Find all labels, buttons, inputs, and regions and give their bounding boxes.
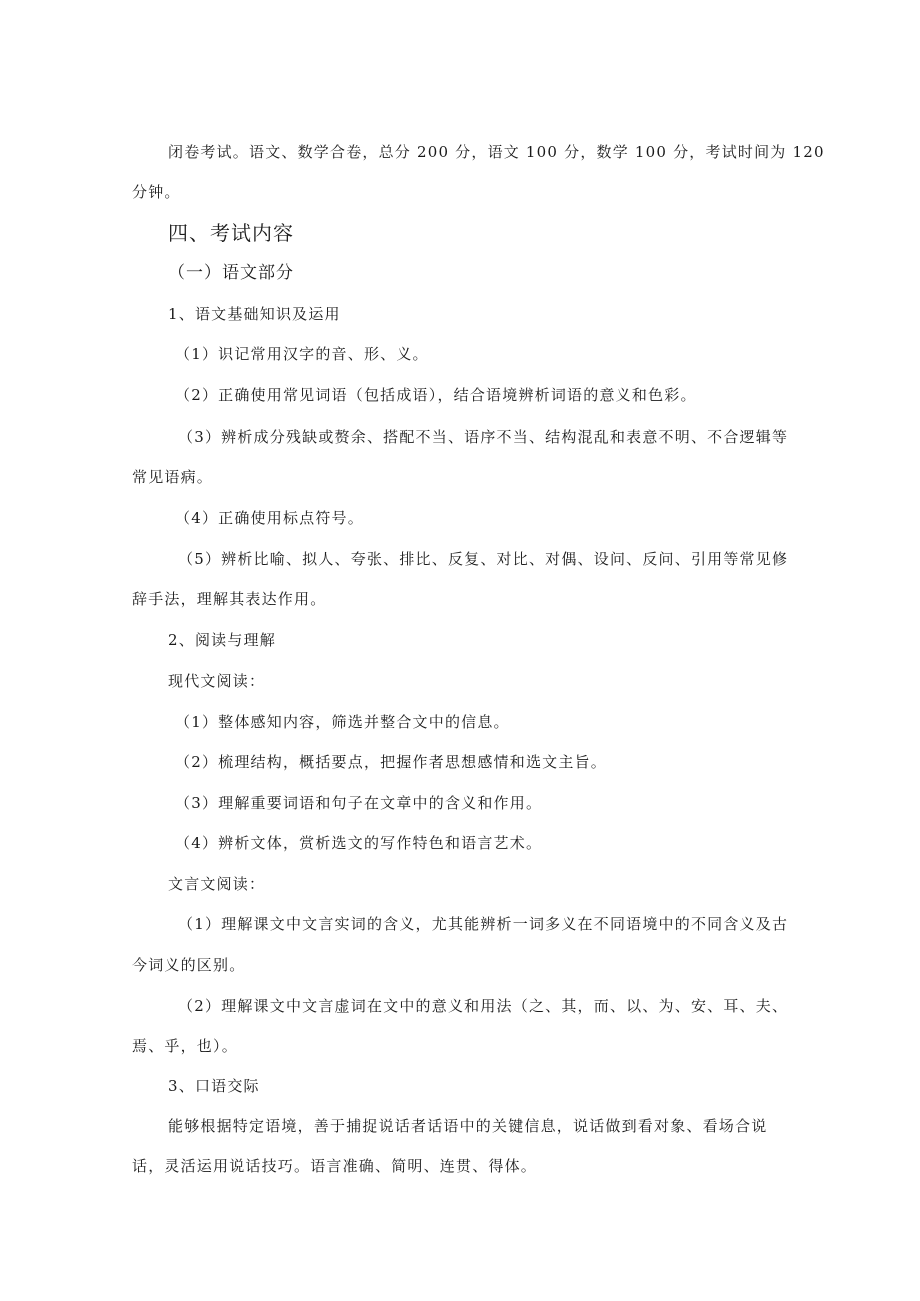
modern-reading-item-3: （3）理解重要词语和句子在文章中的含义和作用。 (175, 794, 543, 812)
modern-reading-label: 现代文阅读： (168, 672, 266, 690)
oral-title: 3、口语交际 (168, 1077, 260, 1095)
basics-item-2: （2）正确使用常见词语（包括成语），结合语境辨析词语的意义和色彩。 (175, 386, 697, 404)
basics-item-4: （4）正确使用标点符号。 (175, 509, 364, 527)
classical-reading-item-1-line-1: （1）理解课文中文言实词的含义，尤其能辨析一词多义在不同语境中的不同含义及古 (178, 915, 789, 933)
reading-title: 2、阅读与理解 (168, 631, 276, 649)
basics-item-3-line-1: （3）辨析成分残缺或赘余、搭配不当、语序不当、结构混乱和表意不明、不合逻辑等 (178, 428, 789, 446)
modern-reading-item-1: （1）整体感知内容，筛选并整合文中的信息。 (175, 713, 510, 731)
basics-item-5-line-1: （5）辨析比喻、拟人、夸张、排比、反复、对比、对偶、设问、反问、引用等常见修 (178, 550, 789, 568)
basics-item-3-line-2: 常见语病。 (132, 468, 214, 486)
classical-reading-label: 文言文阅读： (168, 875, 266, 893)
section-title: 四、考试内容 (168, 221, 294, 245)
exam-format-line-2: 分钟。 (132, 183, 181, 201)
chinese-part-title: （一）语文部分 (168, 263, 294, 283)
oral-line-2: 话，灵活运用说话技巧。语言准确、简明、连贯、得体。 (132, 1157, 538, 1175)
exam-format-line-1: 闭卷考试。语文、数学合卷，总分 200 分，语文 100 分，数学 100 分，考试时间为 120 (168, 143, 825, 161)
basics-item-5-line-2: 辞手法，理解其表达作用。 (132, 590, 327, 608)
oral-line-1: 能够根据特定语境，善于捕捉说话者话语中的关键信息，说话做到看对象、看场合说 (168, 1117, 768, 1135)
modern-reading-item-4: （4）辨析文体，赏析选文的写作特色和语言艺术。 (175, 834, 543, 852)
classical-reading-item-2-line-2: 焉、乎，也）。 (132, 1037, 238, 1055)
modern-reading-item-2: （2）梳理结构，概括要点，把握作者思想感情和选文主旨。 (175, 753, 607, 771)
basics-item-1: （1）识记常用汉字的音、形、义。 (175, 345, 429, 363)
classical-reading-item-2-line-1: （2）理解课文中文言虚词在文中的意义和用法（之、其，而、以、为、安、耳、夫、 (178, 997, 789, 1015)
classical-reading-item-1-line-2: 今词义的区别。 (132, 956, 246, 974)
basics-title: 1、语文基础知识及运用 (168, 305, 341, 323)
